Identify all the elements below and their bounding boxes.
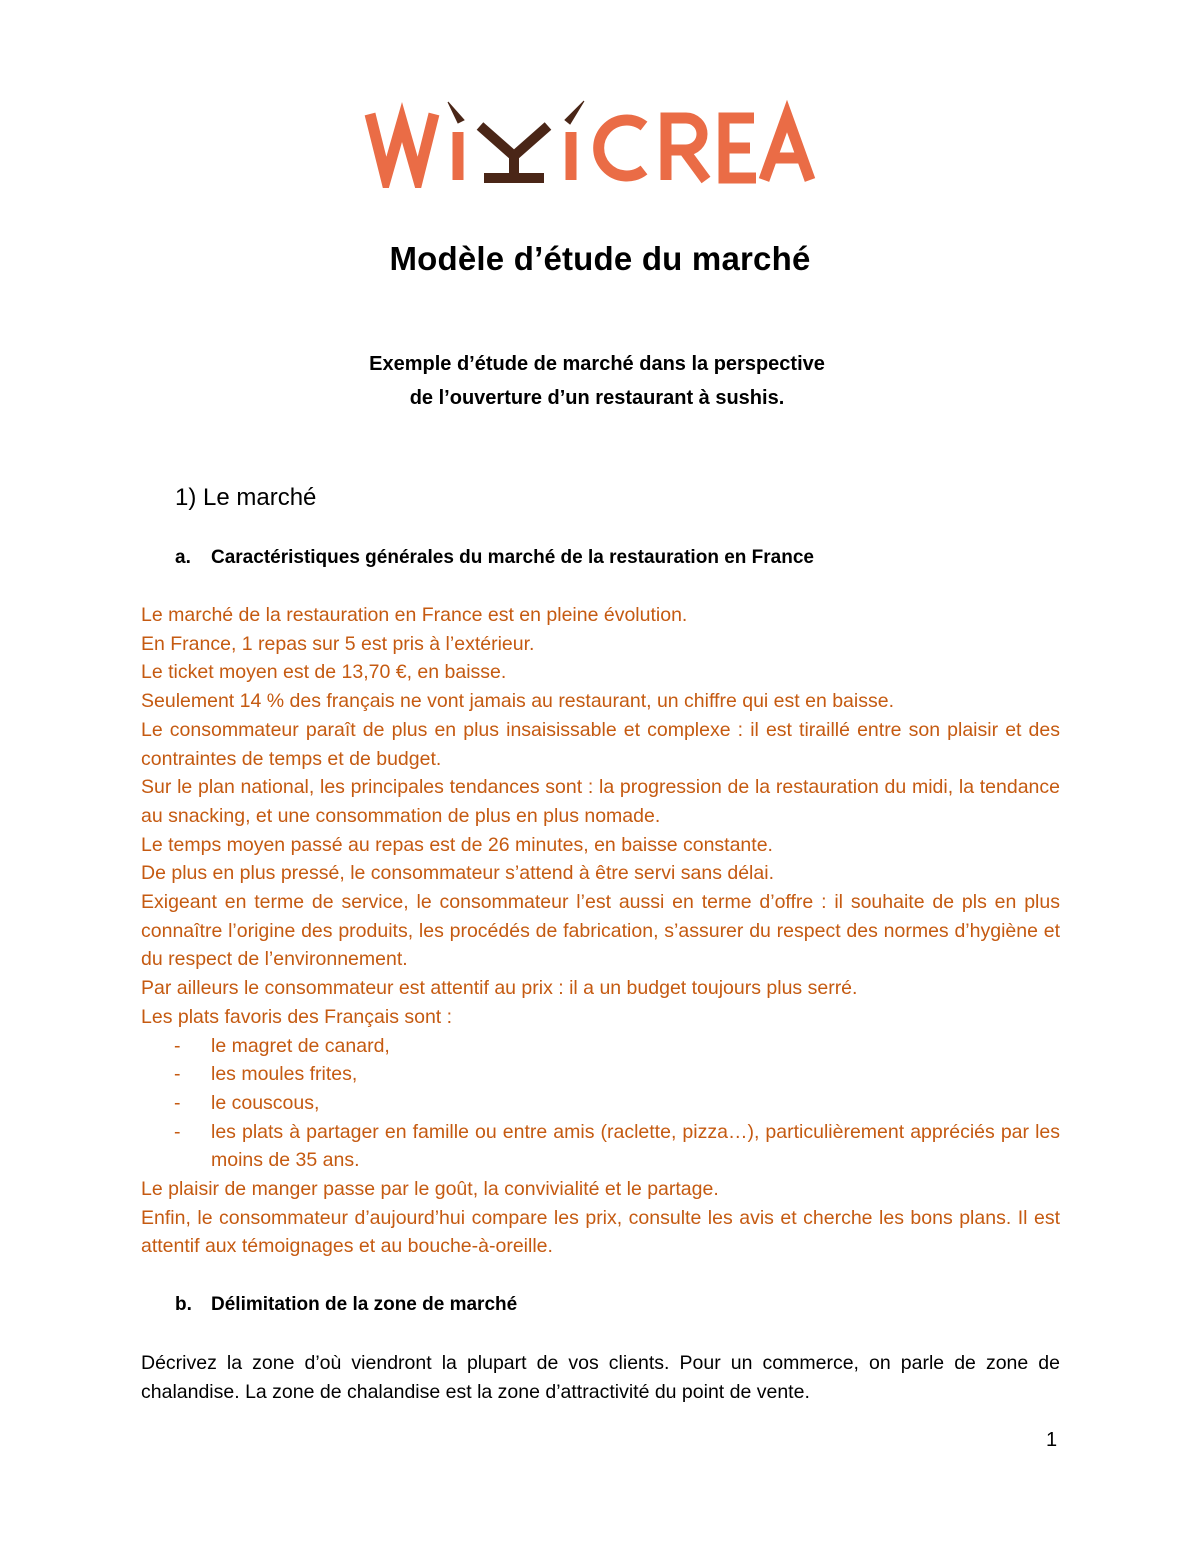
- bullet-dash: -: [174, 1091, 181, 1114]
- paragraph: Par ailleurs le consommateur est attentif au prix : il a un budget toujours plus serré.: [141, 977, 858, 1000]
- list-item-text: les moules frites,: [211, 1063, 358, 1086]
- subtitle-line-2: de l’ouverture d’un restaurant à sushis.: [409, 387, 785, 409]
- paragraph: Exigeant en terme de service, le consommateur l’est aussi en terme d’offre : il souhaite de pls en plus connaître l’origine des produits, les procédés de fabrication, s’assurer du respect des normes d’hygiène et du respect de l’environnement.: [141, 891, 1060, 971]
- list-item-text: les plats à partager en famille ou entre amis (raclette, pizza…), particulièrement appréciés par les moins de 35 ans.: [211, 1120, 1060, 1172]
- paragraph: Le temps moyen passé au repas est de 26 minutes, en baisse constante.: [141, 833, 773, 856]
- list-item: [141, 1118, 1060, 1175]
- bullet-dash: -: [174, 1063, 181, 1086]
- market-characteristics-text: [141, 601, 1060, 1261]
- list-item-text: le couscous,: [211, 1091, 320, 1114]
- paragraph: Enfin, le consommateur d’aujourd’hui compare les prix, consulte les avis et cherche les bons plans. Il est attentif aux témoignages et au bouche-à-oreille.: [141, 1206, 1060, 1258]
- list-item-text: le magret de canard,: [211, 1034, 390, 1057]
- paragraph: Le marché de la restauration en France est en pleine évolution.: [141, 604, 688, 626]
- list-item: [141, 1089, 1060, 1118]
- subheading-b-letter: b.: [175, 1294, 192, 1315]
- subtitle-line-1: Exemple d’étude de marché dans la perspective: [369, 353, 825, 375]
- list-item: [141, 1060, 1060, 1089]
- paragraph: De plus en plus pressé, le consommateur s’attend à être servi sans délai.: [141, 862, 774, 885]
- subheading-a-title: Caractéristiques générales du marché de la restauration en France: [211, 547, 814, 568]
- paragraph: Le plaisir de manger passe par le goût, la convivialité et le partage.: [141, 1178, 719, 1201]
- paragraph: Les plats favoris des Français sont :: [141, 1005, 453, 1028]
- favorite-dishes-list: [141, 1032, 1060, 1176]
- list-item: [141, 1032, 1060, 1061]
- subheading-b: [175, 1294, 517, 1316]
- page-title: Modèle d’étude du marché: [389, 240, 811, 277]
- subheading-b-title: Délimitation de la zone de marché: [211, 1294, 518, 1315]
- bullet-dash: -: [174, 1034, 181, 1057]
- paragraph: Sur le plan national, les principales tendances sont : la progression de la restauration du midi, la tendance au snacking, et une consommation de plus en plus nomade.: [141, 776, 1060, 827]
- subheading-a: [175, 547, 814, 569]
- market-zone-text: [141, 1349, 1060, 1406]
- bullet-dash: -: [174, 1120, 181, 1143]
- subheading-a-letter: a.: [175, 547, 191, 568]
- paragraph: Le ticket moyen est de 13,70 €, en baisse.: [141, 661, 507, 684]
- wikicrea-logo: [362, 96, 832, 188]
- paragraph: En France, 1 repas sur 5 est pris à l’extérieur.: [141, 632, 535, 655]
- section-heading-market: 1) Le marché: [175, 484, 317, 511]
- paragraph: Seulement 14 % des français ne vont jamais au restaurant, un chiffre qui est en baisse.: [141, 690, 894, 713]
- page-number: 1: [1046, 1429, 1058, 1451]
- paragraph: Décrivez la zone d’où viendront la plupart de vos clients. Pour un commerce, on parle de zone de chalandise. La zone de chalandise est la zone d’attractivité du point de vente.: [141, 1352, 1060, 1403]
- paragraph: Le consommateur paraît de plus en plus insaisissable et complexe : il est tiraillé entre son plaisir et des contraintes de temps et de budget.: [141, 718, 1060, 770]
